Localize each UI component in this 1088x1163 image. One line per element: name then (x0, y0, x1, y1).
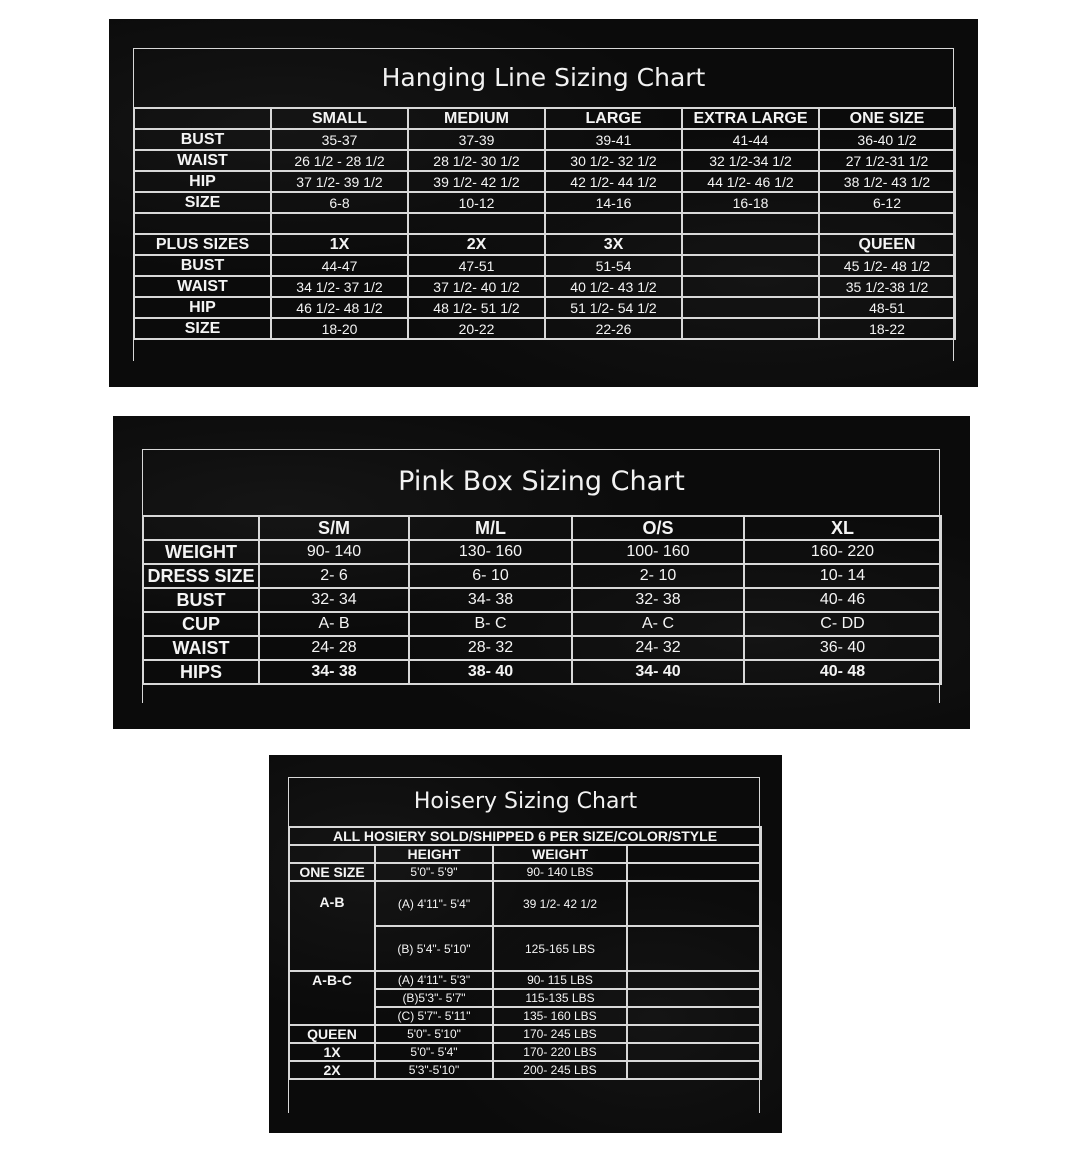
table-cell: 40 1/2- 43 1/2 (545, 276, 682, 297)
row-label: BUST (134, 129, 271, 150)
table-cell: 6-12 (819, 192, 955, 213)
header-cell: PLUS SIZES (134, 234, 271, 255)
table-cell: 48 1/2- 51 1/2 (408, 297, 545, 318)
table-cell: 26 1/2 - 28 1/2 (271, 150, 408, 171)
row-label: SIZE (134, 318, 271, 339)
table-cell: 200- 245 LBS (493, 1061, 627, 1079)
table-cell: (A) 4'11"- 5'4" (375, 881, 493, 926)
header-cell: 2X (408, 234, 545, 255)
empty-cell (627, 881, 761, 926)
row-label: WAIST (143, 636, 259, 660)
header-cell (143, 516, 259, 540)
empty-cell (134, 213, 271, 234)
chart-title: Pink Box Sizing Chart (398, 466, 685, 497)
spacer-row (134, 213, 955, 234)
table-header-row (289, 845, 761, 863)
table-cell: 28 1/2- 30 1/2 (408, 150, 545, 171)
pink-box-chart-panel (113, 416, 970, 729)
table-cell: 100- 160 (572, 540, 744, 564)
table-cell: 32- 34 (259, 588, 409, 612)
table-cell: 6- 10 (409, 564, 572, 588)
table-cell: B- C (409, 612, 572, 636)
table-cell: 5'0"- 5'4" (375, 1043, 493, 1061)
table-header-row (134, 108, 955, 129)
table-cell (682, 276, 819, 297)
table-cell: 10-12 (408, 192, 545, 213)
table-cell: 51 1/2- 54 1/2 (545, 297, 682, 318)
header-cell (627, 845, 761, 863)
table-row (143, 636, 941, 660)
row-label: BUST (134, 255, 271, 276)
table-cell (682, 255, 819, 276)
table-cell: 24- 28 (259, 636, 409, 660)
table-cell: 24- 32 (572, 636, 744, 660)
table-cell: 14-16 (545, 192, 682, 213)
table-row (143, 588, 941, 612)
hanging-line-table (133, 107, 956, 340)
header-cell: SMALL (271, 108, 408, 129)
table-cell: A- C (572, 612, 744, 636)
table-cell: 130- 160 (409, 540, 572, 564)
header-cell: LARGE (545, 108, 682, 129)
table-cell: 34- 38 (409, 588, 572, 612)
table-cell: A- B (259, 612, 409, 636)
empty-cell (627, 971, 761, 989)
header-cell: HEIGHT (375, 845, 493, 863)
table-row (134, 150, 955, 171)
header-cell: EXTRA LARGE (682, 108, 819, 129)
table-cell: 32- 38 (572, 588, 744, 612)
table-cell: 6-8 (271, 192, 408, 213)
table-row (143, 564, 941, 588)
table-cell: 90- 140 LBS (493, 863, 627, 881)
empty-cell (271, 213, 408, 234)
table-cell: 16-18 (682, 192, 819, 213)
note-row (289, 827, 761, 845)
plus-header-row (134, 234, 955, 255)
header-cell: O/S (572, 516, 744, 540)
table-row (289, 1043, 761, 1061)
header-cell (682, 234, 819, 255)
table-cell: 125-165 LBS (493, 926, 627, 971)
table-cell: 40- 46 (744, 588, 941, 612)
table-cell: 5'0"- 5'10" (375, 1025, 493, 1043)
row-label: CUP (143, 612, 259, 636)
row-label: HIP (134, 171, 271, 192)
table-cell: 39 1/2- 42 1/2 (408, 171, 545, 192)
header-cell: WEIGHT (493, 845, 627, 863)
table-cell: 45 1/2- 48 1/2 (819, 255, 955, 276)
table-cell: (C) 5'7"- 5'11" (375, 1007, 493, 1025)
table-cell: 37 1/2- 40 1/2 (408, 276, 545, 297)
table-cell: (B)5'3"- 5'7" (375, 989, 493, 1007)
row-label: BUST (143, 588, 259, 612)
hanging-line-chart-panel (109, 19, 978, 387)
row-label: HIP (134, 297, 271, 318)
table-cell: 18-22 (819, 318, 955, 339)
row-label: DRESS SIZE (143, 564, 259, 588)
table-row (143, 612, 941, 636)
table-row (289, 1025, 761, 1043)
table-cell: 28- 32 (409, 636, 572, 660)
empty-cell (627, 1043, 761, 1061)
row-label: 2X (289, 1061, 375, 1079)
hosiery-table (288, 826, 762, 1080)
table-cell: (A) 4'11"- 5'3" (375, 971, 493, 989)
table-row (134, 192, 955, 213)
table-row (289, 971, 761, 989)
table-cell: 160- 220 (744, 540, 941, 564)
table-cell: 90- 115 LBS (493, 971, 627, 989)
table-row (134, 255, 955, 276)
table-header-row (143, 516, 941, 540)
row-label: WAIST (134, 276, 271, 297)
table-row (289, 1061, 761, 1079)
header-cell: 1X (271, 234, 408, 255)
header-cell: M/L (409, 516, 572, 540)
chart-title: Hoisery Sizing Chart (413, 789, 638, 814)
table-row (289, 863, 761, 881)
empty-cell (545, 213, 682, 234)
table-cell: 20-22 (408, 318, 545, 339)
empty-cell (627, 989, 761, 1007)
table-cell: 170- 220 LBS (493, 1043, 627, 1061)
chart-title: Hanging Line Sizing Chart (381, 63, 706, 92)
table-cell: 34 1/2- 37 1/2 (271, 276, 408, 297)
header-cell: XL (744, 516, 941, 540)
table-cell: 2- 10 (572, 564, 744, 588)
empty-cell (627, 863, 761, 881)
table-cell (682, 318, 819, 339)
table-cell: 32 1/2-34 1/2 (682, 150, 819, 171)
table-cell: 37-39 (408, 129, 545, 150)
table-cell: 46 1/2- 48 1/2 (271, 297, 408, 318)
empty-cell (627, 1007, 761, 1025)
header-cell (134, 108, 271, 129)
row-label: WEIGHT (143, 540, 259, 564)
row-label: 1X (289, 1043, 375, 1061)
table-cell: 48-51 (819, 297, 955, 318)
empty-cell (627, 1061, 761, 1079)
table-cell: (B) 5'4"- 5'10" (375, 926, 493, 971)
hosiery-chart-panel (269, 755, 782, 1133)
header-cell (289, 845, 375, 863)
table-cell: 10- 14 (744, 564, 941, 588)
empty-cell (627, 1025, 761, 1043)
row-label: A-B-C (289, 971, 375, 1025)
pink-box-table (142, 515, 942, 685)
table-cell: C- DD (744, 612, 941, 636)
empty-cell (408, 213, 545, 234)
row-label: QUEEN (289, 1025, 375, 1043)
table-cell: 37 1/2- 39 1/2 (271, 171, 408, 192)
table-cell: 5'0"- 5'9" (375, 863, 493, 881)
table-cell: 44-47 (271, 255, 408, 276)
table-cell: 36-40 1/2 (819, 129, 955, 150)
table-cell: 170- 245 LBS (493, 1025, 627, 1043)
table-row (134, 171, 955, 192)
table-cell: 44 1/2- 46 1/2 (682, 171, 819, 192)
table-row (134, 276, 955, 297)
row-label: HIPS (143, 660, 259, 684)
table-row (143, 660, 941, 684)
row-label: WAIST (134, 150, 271, 171)
table-cell: 35 1/2-38 1/2 (819, 276, 955, 297)
table-cell: 38- 40 (409, 660, 572, 684)
table-row (134, 297, 955, 318)
table-cell: 39-41 (545, 129, 682, 150)
table-cell (682, 297, 819, 318)
empty-cell (682, 213, 819, 234)
row-label: SIZE (134, 192, 271, 213)
table-cell: 36- 40 (744, 636, 941, 660)
empty-cell (627, 926, 761, 971)
row-label: A-B (289, 881, 375, 971)
table-row (143, 540, 941, 564)
empty-cell (819, 213, 955, 234)
header-cell: S/M (259, 516, 409, 540)
table-cell: 40- 48 (744, 660, 941, 684)
header-cell: QUEEN (819, 234, 955, 255)
table-cell: 41-44 (682, 129, 819, 150)
table-cell: 51-54 (545, 255, 682, 276)
table-row (289, 881, 761, 926)
table-cell: 35-37 (271, 129, 408, 150)
table-cell: 135- 160 LBS (493, 1007, 627, 1025)
table-cell: 39 1/2- 42 1/2 (493, 881, 627, 926)
table-cell: 42 1/2- 44 1/2 (545, 171, 682, 192)
table-cell: 2- 6 (259, 564, 409, 588)
table-row (134, 318, 955, 339)
header-cell: MEDIUM (408, 108, 545, 129)
table-cell: 27 1/2-31 1/2 (819, 150, 955, 171)
hosiery-note: ALL HOSIERY SOLD/SHIPPED 6 PER SIZE/COLOR/STYLE (289, 827, 761, 845)
table-row (134, 129, 955, 150)
table-cell: 47-51 (408, 255, 545, 276)
table-cell: 22-26 (545, 318, 682, 339)
table-cell: 115-135 LBS (493, 989, 627, 1007)
row-label: ONE SIZE (289, 863, 375, 881)
table-cell: 34- 40 (572, 660, 744, 684)
table-cell: 30 1/2- 32 1/2 (545, 150, 682, 171)
header-cell: 3X (545, 234, 682, 255)
table-cell: 90- 140 (259, 540, 409, 564)
table-cell: 34- 38 (259, 660, 409, 684)
header-cell: ONE SIZE (819, 108, 955, 129)
table-cell: 5'3"-5'10" (375, 1061, 493, 1079)
table-cell: 38 1/2- 43 1/2 (819, 171, 955, 192)
table-cell: 18-20 (271, 318, 408, 339)
